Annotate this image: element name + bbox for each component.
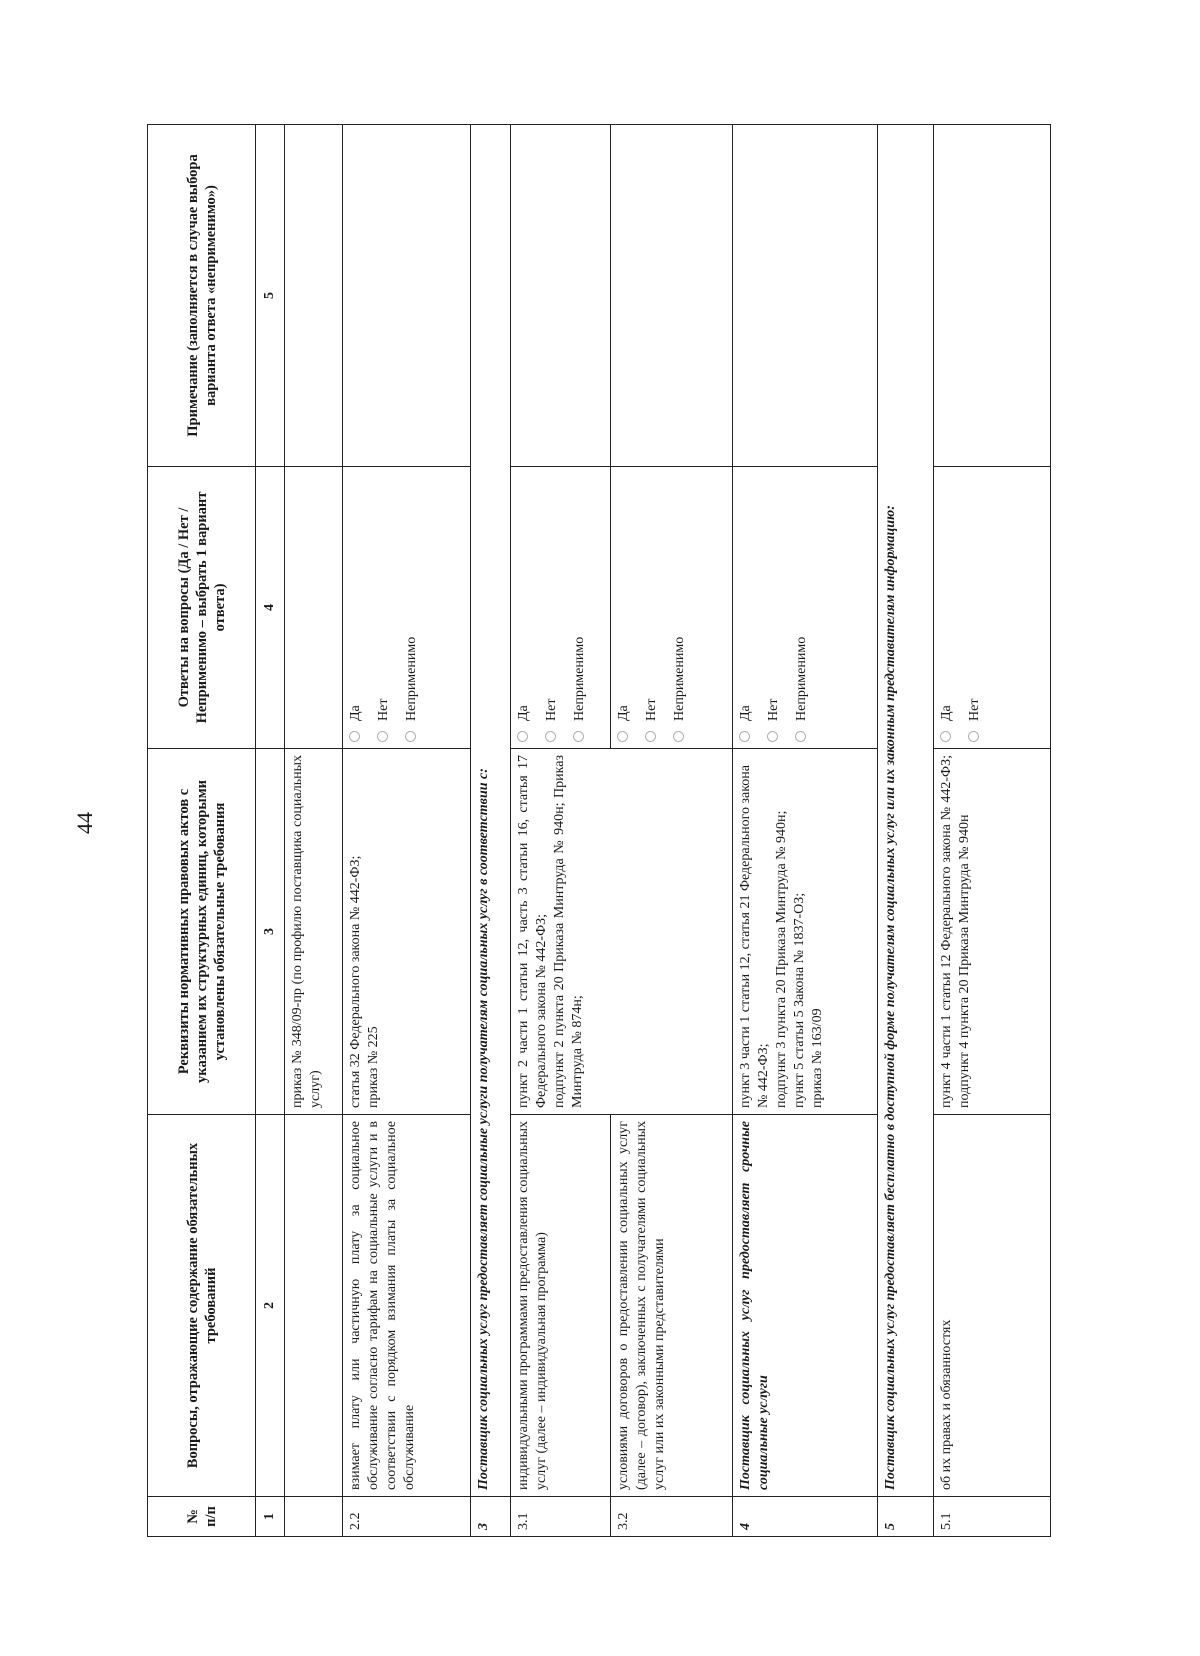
question-cell: Поставщик социальных услуг предоставляет срочные социальные услуги [733, 1115, 878, 1497]
radio-icon[interactable] [645, 731, 656, 742]
radio-icon[interactable] [968, 731, 979, 742]
radio-icon[interactable] [795, 731, 806, 742]
act-cell: пункт 3 части 1 статьи 12, статья 21 Федерального закона № 442-ФЗ; подпункт 3 пункта 20 Приказа Минтруда № 940н; пункт 5 статьи 5 Закона № 1837-ОЗ; приказ № 163/09 [733, 749, 878, 1115]
table-row-continued [285, 125, 343, 1537]
page-number: 44 [72, 812, 97, 834]
radio-icon[interactable] [739, 731, 750, 742]
answers-cell [934, 467, 1051, 749]
section-row [471, 125, 511, 1537]
column-number: 1 [256, 1497, 285, 1537]
section-title: Поставщик социальных услуг предоставляет социальные услуги получателям социальных услуг в соответствии с: [471, 125, 511, 1497]
column-number: 3 [256, 749, 285, 1115]
header-answers: Ответы на вопросы (Да / Нет / Неприменимо – выбрать 1 вариант ответа) [148, 467, 256, 749]
header-num: № п/п [148, 1497, 256, 1537]
header-acts: Реквизиты нормативных правовых актов с указанием их структурных единиц, которыми установлены обязательные требования [148, 749, 256, 1115]
column-number: 5 [256, 125, 285, 467]
answers-cell [733, 467, 878, 749]
answer-option[interactable]: Нет [643, 473, 661, 742]
answer-option[interactable]: Да [347, 473, 365, 742]
act-cell: статья 32 Федерального закона № 442-ФЗ; приказ № 225 [343, 749, 471, 1115]
column-number: 4 [256, 467, 285, 749]
row-number: 5.1 [934, 1497, 1051, 1537]
table-row [934, 125, 1051, 1537]
note-cell [611, 125, 733, 467]
checklist-table [147, 124, 1051, 1537]
act-cell: пункт 2 части 1 статьи 12, часть 3 статьи 16, статья 17 Федерального закона № 442-ФЗ; подпункт 2 пункта 20 Приказа Минтруда № 940н; Приказ Минтруда № 874н; [511, 749, 733, 1115]
row-number: 2.2 [343, 1497, 471, 1537]
answers-cell [611, 467, 733, 749]
answer-option[interactable]: Неприменимо [671, 473, 689, 742]
answers-cell [343, 467, 471, 749]
answer-option[interactable]: Нет [375, 473, 393, 742]
answer-option[interactable]: Да [515, 473, 533, 742]
row-number: 3 [471, 1497, 511, 1537]
question-cell: индивидуальными программами предоставления социальных услуг (далее – индивидуальная программа) [511, 1115, 611, 1497]
radio-icon[interactable] [940, 731, 951, 742]
row-number: 3.2 [611, 1497, 733, 1537]
answer-option[interactable]: Да [737, 473, 755, 742]
act-cell: пункт 4 части 1 статьи 12 Федерального закона № 442-ФЗ; подпункт 4 пункта 20 Приказа Минтруда № 940н [934, 749, 1051, 1115]
row-number: 4 [733, 1497, 878, 1537]
radio-icon[interactable] [673, 731, 684, 742]
answer-option[interactable]: Нет [966, 473, 984, 742]
answer-option[interactable]: Да [615, 473, 633, 742]
radio-icon[interactable] [767, 731, 778, 742]
header-note: Примечание (заполняется в случае выбора варианта ответа «неприменимо») [148, 125, 256, 467]
table-row [733, 125, 878, 1537]
act-cell: приказ № 348/09-пр (по профилю поставщика социальных услуг) [285, 749, 343, 1115]
row-number: 5 [878, 1497, 934, 1537]
note-cell [733, 125, 878, 467]
radio-icon[interactable] [349, 731, 360, 742]
question-cell: взимает плату или частичную плату за социальное обслуживание согласно тарифам на социальные услуги и в соответствии с порядком взимания платы за социальное обслуживание [343, 1115, 471, 1497]
radio-icon[interactable] [517, 731, 528, 742]
section-title: Поставщик социальных услуг предоставляет бесплатно в доступной форме получателям социальных услуг или их законным представителям информацию: [878, 125, 934, 1497]
answer-option[interactable]: Нет [765, 473, 783, 742]
checklist-table-container [147, 125, 1051, 1537]
radio-icon[interactable] [573, 731, 584, 742]
column-number-row [256, 125, 285, 1537]
answer-option[interactable]: Да [938, 473, 956, 742]
note-cell [511, 125, 611, 467]
radio-icon[interactable] [545, 731, 556, 742]
section-row [878, 125, 934, 1537]
answer-option[interactable]: Неприменимо [403, 473, 421, 742]
answer-option[interactable]: Неприменимо [571, 473, 589, 742]
radio-icon[interactable] [377, 731, 388, 742]
question-cell: об их правах и обязанностях [934, 1115, 1051, 1497]
table-row [343, 125, 471, 1537]
question-cell: условиями договоров о предоставлении социальных услуг (далее – договор), заключенных с получателями социальных услуг или их законными представителями [611, 1115, 733, 1497]
note-cell [934, 125, 1051, 467]
column-number: 2 [256, 1115, 285, 1497]
radio-icon[interactable] [405, 731, 416, 742]
answer-option[interactable]: Нет [543, 473, 561, 742]
header-questions: Вопросы, отражающие содержание обязательных требований [148, 1115, 256, 1497]
answer-option[interactable]: Неприменимо [793, 473, 811, 742]
row-number: 3.1 [511, 1497, 611, 1537]
note-cell [343, 125, 471, 467]
radio-icon[interactable] [617, 731, 628, 742]
answers-cell [511, 467, 611, 749]
table-row [511, 125, 611, 1537]
